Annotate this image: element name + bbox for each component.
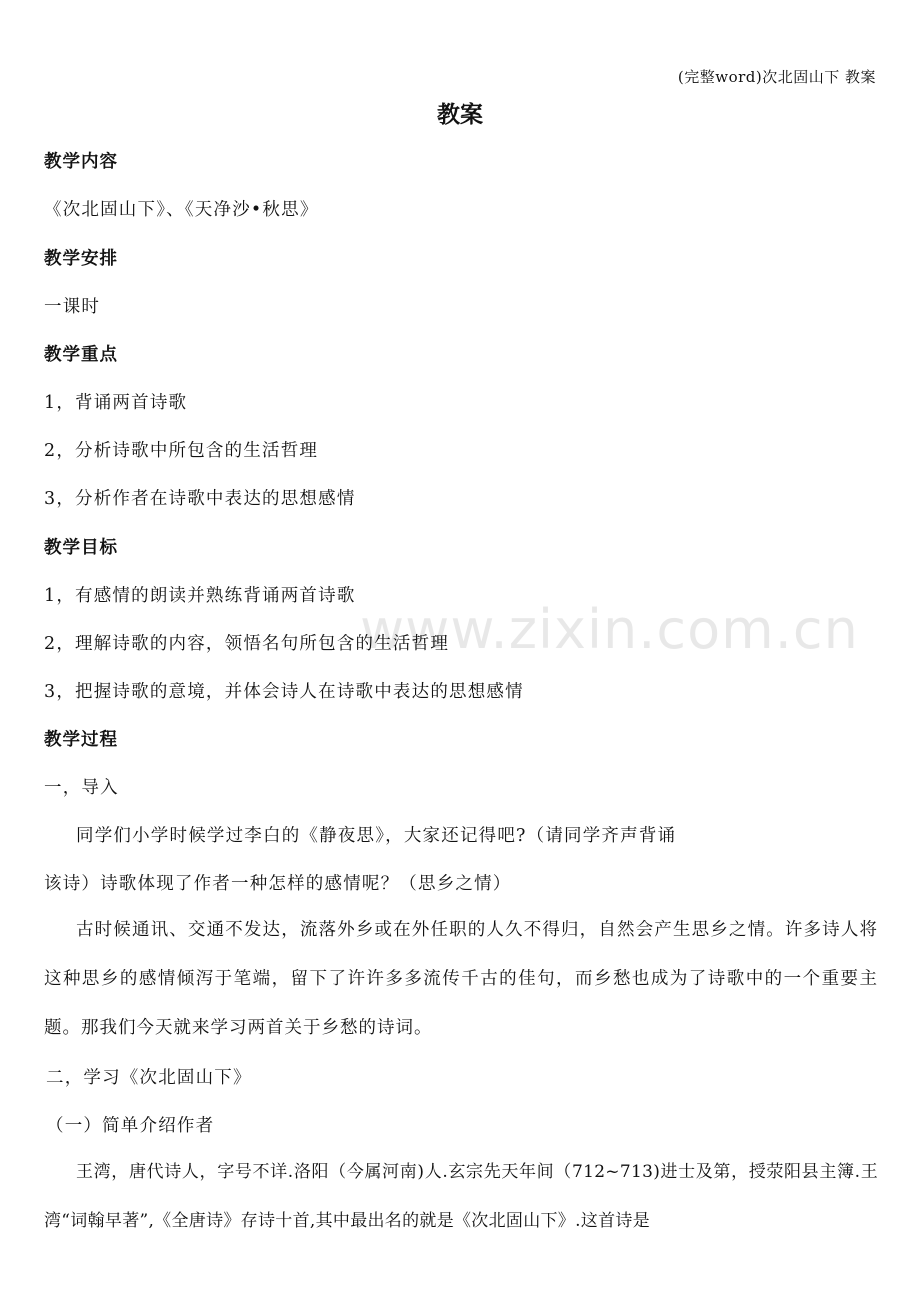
key-point-item: 3，分析作者在诗歌中表达的思想感情	[44, 489, 356, 509]
study-heading: 二，学习《次北固山下》	[46, 1068, 252, 1088]
key-point-item: 2，分析诗歌中所包含的生活哲理	[44, 441, 319, 461]
heading-key-points: 教学重点	[44, 345, 118, 365]
document-title: 教案	[437, 102, 483, 128]
heading-arrangement: 教学安排	[44, 249, 118, 269]
heading-process: 教学过程	[44, 730, 118, 750]
heading-goals: 教学目标	[44, 538, 118, 558]
intro-paragraph-line1: 同学们小学时候学过李白的《静夜思》，大家还记得吧?（请同学齐声背诵	[76, 826, 677, 846]
watermark: www.zixin.com.cn	[360, 598, 859, 661]
goal-item: 2，理解诗歌的内容，领悟名句所包含的生活哲理	[44, 634, 450, 654]
intro-paragraph-line2: 该诗）诗歌体现了作者一种怎样的感情呢？（思乡之情）	[44, 874, 512, 894]
content-text: 《次北固山下》、《天净沙•秋思》	[44, 200, 319, 220]
arrangement-text: 一课时	[44, 297, 101, 317]
goal-item: 1，有感情的朗读并熟练背诵两首诗歌	[44, 586, 356, 606]
author-heading: （一）简单介绍作者	[46, 1116, 215, 1136]
page-header: (完整word)次北固山下 教案	[677, 68, 876, 86]
author-paragraph: 王湾，唐代诗人，字号不详.洛阳（今属河南)人.玄宗先天年间（712~713)进士及第，授荥阳县主簿.王湾“词翰早著”,《全唐诗》存诗十首,其中最出名的就是《次北固山下》.这首诗是	[44, 1162, 878, 1231]
intro-heading: 一，导入	[44, 778, 119, 798]
goal-item: 3，把握诗歌的意境，并体会诗人在诗歌中表达的思想感情	[44, 682, 524, 702]
intro-paragraph-2: 古时候通讯、交通不发达，流落外乡或在外任职的人久不得归，自然会产生思乡之情。许多诗人将这种思乡的感情倾泻于笔端，留下了许许多多流传千古的佳句，而乡愁也成为了诗歌中的一个重要主题。那我们今天就来学习两首关于乡愁的诗词。	[44, 920, 878, 1038]
heading-content: 教学内容	[44, 152, 118, 172]
key-point-item: 1，背诵两首诗歌	[44, 393, 188, 413]
